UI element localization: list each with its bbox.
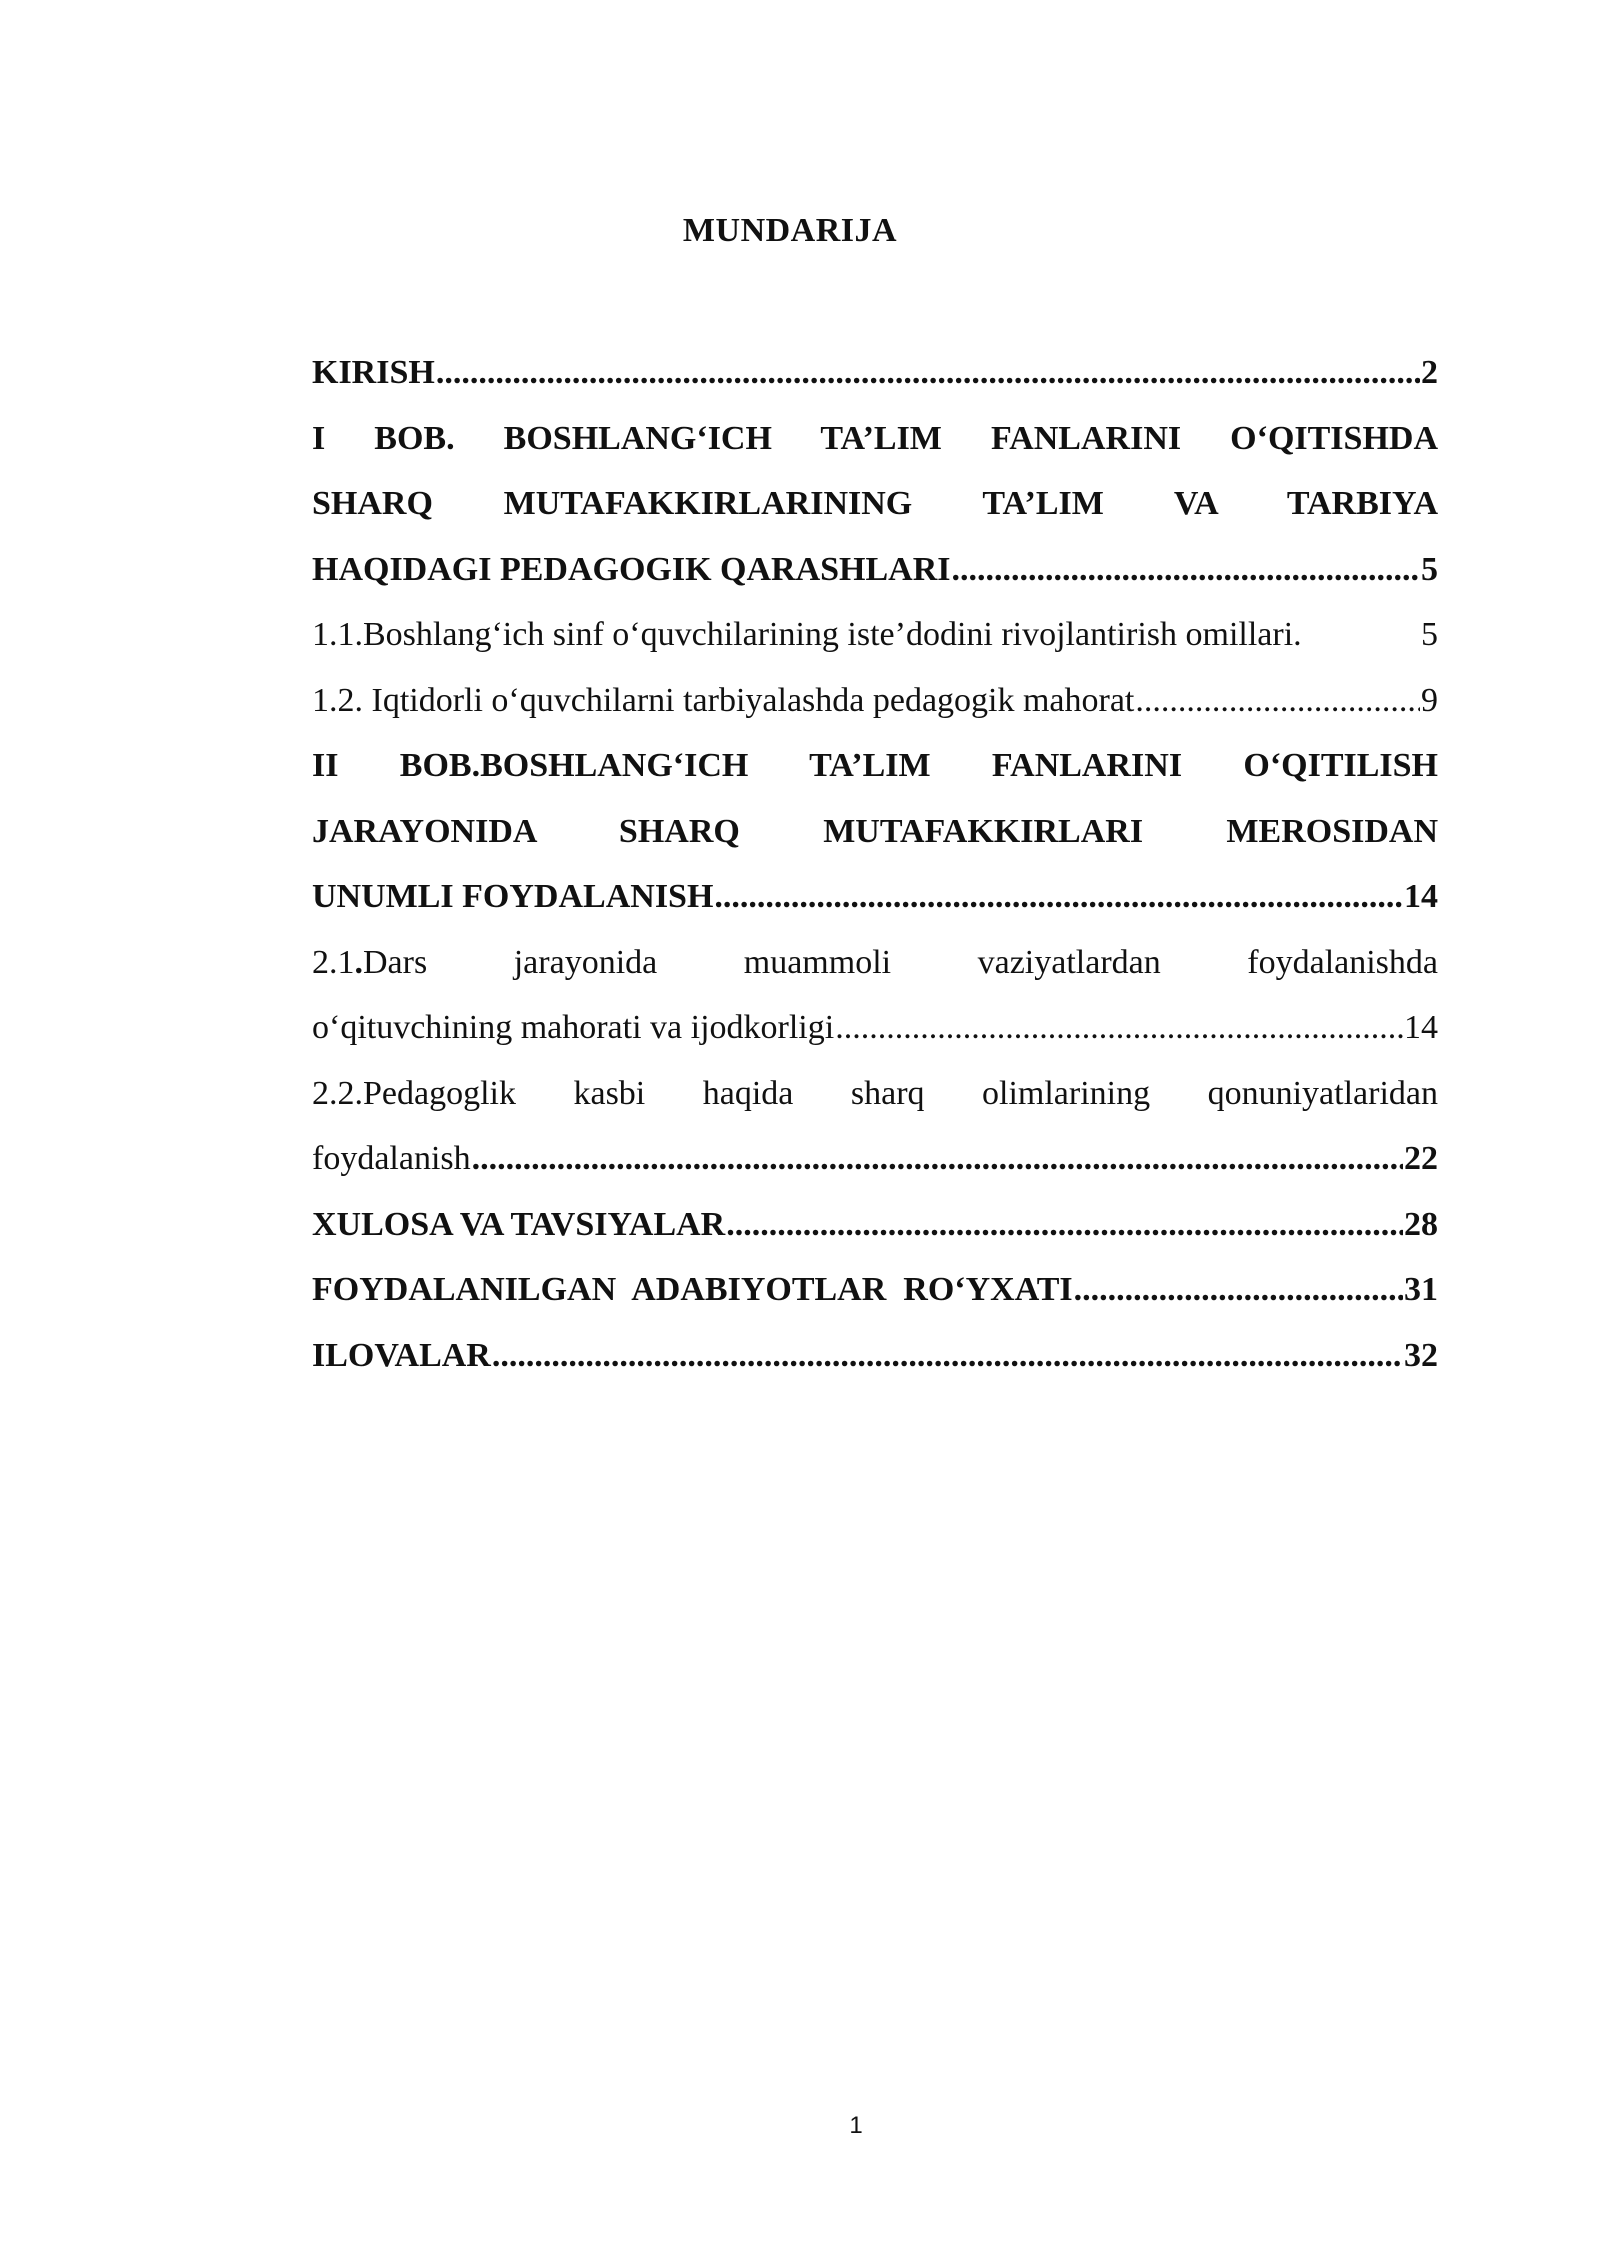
toc-entry-label: KIRISH: [312, 354, 435, 391]
page-number: 1: [849, 2112, 863, 2139]
dot-leader: [1074, 1257, 1403, 1323]
toc-entry-page: 28: [1404, 1205, 1438, 1243]
toc-entry-section-2-2-line1[interactable]: 2.2.Pedagoglik kasbi haqida sharq olimlarining qonuniyatlaridan: [312, 1074, 1438, 1112]
toc-entry-label: XULOSA VA TAVSIYALAR: [312, 1205, 726, 1243]
dot-leader: [472, 1126, 1403, 1192]
toc-entry-section-2-2[interactable]: [312, 1126, 1438, 1192]
toc-entry-label: HAQIDAGI PEDAGOGIK QARASHLARI: [312, 550, 951, 588]
toc-entry-label: o‘qituvchining mahorati va ijodkorligi: [312, 1009, 835, 1046]
toc-entry-label: 1.1.Boshlang‘ich sinf o‘quvchilarining iste’dodini rivojlantirish omillari.: [312, 616, 1302, 653]
toc-entry-adabiyotlar[interactable]: [312, 1257, 1438, 1323]
dot-leader: [835, 995, 1403, 1061]
section-number-dot: .: [354, 943, 363, 981]
dot-leader: [952, 537, 1420, 603]
dot-leader: [436, 340, 1420, 406]
toc-entry-section-1-2[interactable]: [312, 668, 1438, 734]
toc-entry-page: 31: [1404, 1271, 1438, 1308]
toc-entry-xulosa[interactable]: [312, 1192, 1438, 1258]
toc-entry-page: 22: [1404, 1140, 1438, 1177]
toc-entry-label: foydalanish: [312, 1140, 471, 1177]
toc-entry-section-1-1[interactable]: [312, 602, 1438, 668]
toc-entry-label: 1.2. Iqtidorli o‘quvchilarni tarbiyalashda pedagogik mahorat: [312, 681, 1135, 719]
toc-entry-chapter1-line2[interactable]: SHARQ MUTAFAKKIRLARINING TA’LIM VA TARBIYA: [312, 485, 1438, 522]
dot-leader: [714, 864, 1403, 930]
table-of-contents: [312, 340, 1438, 1388]
toc-entry-section-2-1[interactable]: [312, 995, 1438, 1061]
dot-leader: [492, 1323, 1403, 1389]
toc-entry-page: 14: [1404, 1009, 1438, 1046]
toc-entry-chapter2[interactable]: [312, 864, 1438, 930]
toc-entry-kirish[interactable]: [312, 340, 1438, 406]
toc-entry-chapter1-line1[interactable]: I BOB. BOSHLANG‘ICH TA’LIM FANLARINI O‘QITISHDA: [312, 419, 1438, 457]
toc-title: MUNDARIJA: [682, 212, 898, 249]
toc-entry-page: 32: [1404, 1336, 1438, 1374]
toc-entry-page: 5: [1421, 616, 1438, 653]
toc-entry-page: 14: [1404, 878, 1438, 915]
toc-entry-section-2-1-line1[interactable]: [312, 930, 1438, 996]
toc-entry-page: 9: [1421, 681, 1438, 719]
toc-entry-ilovalar[interactable]: [312, 1323, 1438, 1389]
toc-entry-chapter2-line2[interactable]: JARAYONIDA SHARQ MUTAFAKKIRLARI MEROSIDAN: [312, 812, 1438, 850]
dot-leader: [1135, 668, 1420, 734]
toc-entry-page: 2: [1421, 354, 1438, 391]
toc-entry-label: UNUMLI FOYDALANISH: [312, 878, 714, 915]
toc-entry-label: FOYDALANILGAN ADABIYOTLAR RO‘YXATI: [312, 1271, 1073, 1308]
toc-entry-page: 5: [1421, 550, 1438, 588]
toc-entry-chapter1[interactable]: [312, 537, 1438, 603]
dot-leader: [726, 1192, 1403, 1258]
toc-entry-label: ILOVALAR: [312, 1336, 491, 1374]
toc-entry-chapter2-line1[interactable]: II BOB.BOSHLANG‘ICH TA’LIM FANLARINI O‘QITILISH: [312, 747, 1438, 784]
section-number: 2.1: [312, 943, 355, 981]
toc-entry-label: Dars jarayonida muammoli vaziyatlardan foydalanishda: [363, 943, 1438, 981]
